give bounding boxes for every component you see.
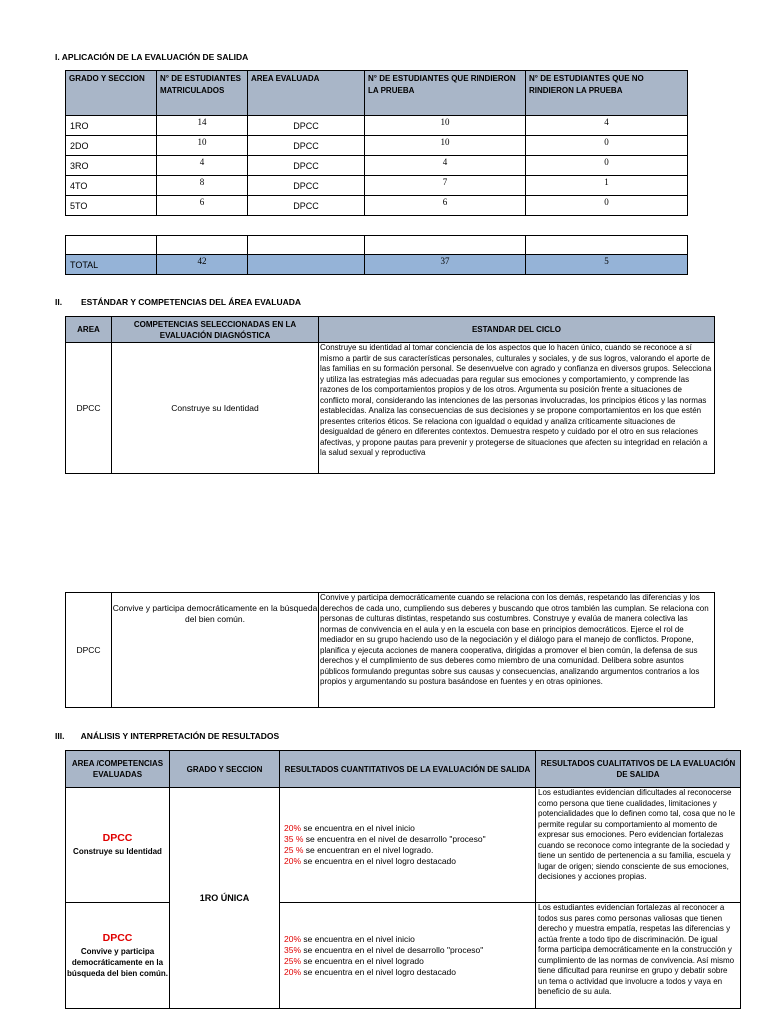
- resultado-line: [284, 967, 531, 978]
- cell-grado: 3RO: [66, 156, 157, 176]
- resultado-line: [284, 945, 531, 956]
- header-grado: GRADO Y SECCION: [66, 71, 157, 116]
- header-area: AREA EVALUADA: [248, 71, 365, 116]
- resultado-text: se encuentra en el nivel logrado: [301, 955, 424, 966]
- resultado-line: [284, 934, 531, 945]
- table-row: [66, 116, 688, 136]
- cell-area: DPCC: [248, 156, 365, 176]
- cell-cualitativo: Los estudiantes evidencian dificultades al reconocerse como persona que tiene cualidades, limitaciones y potencialidades que lo definen como tal, cosa que no le permite regular su comportamiento al momento de expresar sus emociones. Pero evidencian fortalezas cuando se reconoce como integrante de la sociedad y tiene un sentido de pertenencia a su familia, escuela y lugar de origen; siendo consciente de sus emociones, decisiones y acciones propias.: [536, 788, 741, 903]
- resultados-header-row: [66, 751, 741, 788]
- cell-rindieron: 6: [365, 196, 526, 216]
- header-grado: GRADO Y SECCION: [170, 751, 280, 788]
- cell-competencia: Construye su Identidad: [112, 343, 319, 474]
- aplicacion-table: [65, 70, 688, 216]
- blank-cell: [526, 236, 688, 255]
- table-row: [66, 196, 688, 216]
- pct-value: 35%: [284, 944, 302, 955]
- table-row: [66, 136, 688, 156]
- blank-cell: [157, 236, 248, 255]
- resultado-text: se encuentra en el nivel logro destacado: [301, 856, 457, 866]
- table-row: [66, 343, 715, 474]
- blank-cell: [248, 236, 365, 255]
- section-3-title: III. ANÁLISIS Y INTERPRETACIÓN DE RESULTADOS: [55, 731, 280, 741]
- blank-cell: [66, 236, 157, 255]
- header-matriculados: N° DE ESTUDIANTES MATRICULADOS: [157, 71, 248, 116]
- header-cuantitativos: RESULTADOS CUANTITATIVOS DE LA EVALUACIÓN DE SALIDA: [280, 751, 536, 788]
- cell-cualitativo: Los estudiantes evidencian fortalezas al reconocer a todos sus pares como personas valiosas que tienen derecho y muestra empatía, respetas las diferencias y actúa frente a todo tipo de discriminación. De igual forma participa democráticamente en la construcción y cumplimiento de las normas de convivencia. Así mismo tiene dificultad para reunirse en grupo y debatir sobre un tema o actividad que involucre a todos y vaya en beneficio de su aula.: [536, 903, 741, 1009]
- total-no-rindieron: 5: [526, 255, 688, 275]
- resultado-text: se encuentra en el nivel inicio: [301, 933, 415, 944]
- pct-value: 20%: [284, 856, 302, 866]
- cell-grado: 2DO: [66, 136, 157, 156]
- cell-area: DPCC: [66, 343, 112, 474]
- blank-cell: [365, 236, 526, 255]
- cell-area: DPCC: [248, 136, 365, 156]
- aplicacion-header-row: [66, 71, 688, 116]
- pct-value: 20%: [284, 933, 302, 944]
- total-row: [66, 255, 688, 275]
- cell-competencia: Convive y participa democráticamente en la búsqueda del bien común.: [112, 593, 319, 708]
- pct-value: 25%: [284, 955, 302, 966]
- area-label: DPCC: [102, 832, 133, 844]
- header-area-competencias: AREA /COMPETENCIAS EVALUADAS: [66, 751, 170, 788]
- table-row: [66, 593, 715, 708]
- cell-grado: 5TO: [66, 196, 157, 216]
- cell-rindieron: 4: [365, 156, 526, 176]
- cell-no-rindieron: 4: [526, 116, 688, 136]
- header-no-rindieron: N° DE ESTUDIANTES QUE NO RINDIERON LA PRUEBA: [526, 71, 688, 116]
- competencia-label: Construye su Identidad: [73, 847, 162, 856]
- resultado-line: [284, 856, 531, 867]
- resultado-text: se encuentran en el nivel logrado.: [303, 845, 434, 855]
- total-table: [65, 235, 688, 275]
- cell-grado: 1RO ÚNICA: [170, 788, 280, 1009]
- cell-no-rindieron: 0: [526, 156, 688, 176]
- competencia-label: Convive y participa democráticamente en la búsqueda del bien común.: [67, 946, 168, 978]
- resultados-table: [65, 750, 741, 1009]
- cell-cuantitativo: [280, 788, 536, 903]
- cell-estandar: Convive y participa democráticamente cuando se relaciona con los demás, respetando las diferencias y los derechos de cada uno, cumpliendo sus deberes y buscando que otros también las cumplan. Se relaciona con personas de culturas distintas, respetando sus costumbres. Construye y evalúa de manera colectiva las normas de convivencia en el aula y en la escuela con base en principios democráticos. Ejerce el rol de mediador en su grupo haciendo uso de la negociación y el diálogo para el manejo de conflictos. Propone, planifica y ejecuta acciones de manera cooperativa, dirigidas a promover el bien común, la defensa de sus derechos y el cumplimiento de sus deberes como miembro de una comunidad. Delibera sobre asuntos públicos formulando preguntas sobre sus causas y consecuencias, analizando argumentos contrarios a los propios y argumentando su postura basándose en fuentes y en otras opiniones.: [319, 593, 715, 708]
- cell-rindieron: 7: [365, 176, 526, 196]
- table-row: [66, 176, 688, 196]
- area-label: DPCC: [102, 931, 133, 944]
- cell-area: DPCC: [248, 116, 365, 136]
- estandar-table-2: [65, 592, 715, 708]
- total-area-empty: [248, 255, 365, 275]
- header-rindieron: N° DE ESTUDIANTES QUE RINDIERON LA PRUEBA: [365, 71, 526, 116]
- resultado-text: se encuentra en el nivel de desarrollo "proceso": [303, 834, 486, 844]
- pct-value: 20%: [284, 966, 302, 977]
- resultado-line: [284, 834, 531, 845]
- table-row: [66, 156, 688, 176]
- cell-area: DPCC: [248, 176, 365, 196]
- cell-no-rindieron: 0: [526, 136, 688, 156]
- header-area: AREA: [66, 317, 112, 343]
- cell-estandar: Construye su identidad al tomar conciencia de los aspectos que lo hacen único, cuando se reconoce a sí mismo a partir de sus características personales, culturales y sociales, y de sus logros, valorando el aporte de las familias en su formación personal. Se desenvuelve con agrado y confianza en diversos grupos. Selecciona y utiliza las estrategias más adecuadas para regular sus emociones y comportamiento, y comprende las razones de los comportamientos propios y de los otros. Argumenta su posición frente a situaciones de conflicto moral, considerando las intenciones de las personas involucradas, los principios éticos y las normas establecidas. Analiza las consecuencias de sus decisiones y se propone comportamientos en los que estén presentes criterios éticos. Se relaciona con igualdad o equidad y analiza críticamente situaciones de desigualdad de género en diferentes contextos. Demuestra respeto y cuidado por el otro en sus relaciones afectivas, y propone pautas para prevenir y protegerse de situaciones que afecten su integridad en relación a la salud sexual y reproductiva: [319, 343, 715, 474]
- cell-area: DPCC: [248, 196, 365, 216]
- cell-grado: 4TO: [66, 176, 157, 196]
- pct-value: 35 %: [284, 834, 304, 844]
- cell-no-rindieron: 0: [526, 196, 688, 216]
- cell-area-competencia: [66, 788, 170, 903]
- resultado-line: [284, 823, 531, 834]
- estandar-header-row: [66, 317, 715, 343]
- cell-rindieron: 10: [365, 136, 526, 156]
- cell-matriculados: 10: [157, 136, 248, 156]
- cell-matriculados: 6: [157, 196, 248, 216]
- cell-grado: 1RO: [66, 116, 157, 136]
- total-matriculados: 42: [157, 255, 248, 275]
- table-row: [66, 903, 741, 1009]
- cell-area: DPCC: [66, 593, 112, 708]
- table-row: [66, 788, 741, 903]
- cell-area-competencia: [66, 903, 170, 1009]
- resultado-line: [284, 845, 531, 856]
- resultado-text: se encuentra en el nivel de desarrollo "proceso": [301, 944, 484, 955]
- resultado-text: se encuentra en el nivel logro destacado: [301, 966, 457, 977]
- total-rindieron: 37: [365, 255, 526, 275]
- blank-row: [66, 236, 688, 255]
- cell-cuantitativo: [280, 903, 536, 1009]
- section-1-title: I. APLICACIÓN DE LA EVALUACIÓN DE SALIDA: [55, 52, 249, 62]
- cell-matriculados: 8: [157, 176, 248, 196]
- resultado-line: [284, 956, 531, 967]
- cell-matriculados: 4: [157, 156, 248, 176]
- total-label: TOTAL: [66, 255, 157, 275]
- cell-no-rindieron: 1: [526, 176, 688, 196]
- cell-matriculados: 14: [157, 116, 248, 136]
- header-competencias: COMPETENCIAS SELECCIONADAS EN LA EVALUACIÓN DIAGNÓSTICA: [112, 317, 319, 343]
- header-cualitativos: RESULTADOS CUALITATIVOS DE LA EVALUACIÓN DE SALIDA: [536, 751, 741, 788]
- estandar-table: [65, 316, 715, 474]
- pct-value: 20%: [284, 823, 302, 833]
- section-2-title: II. ESTÁNDAR Y COMPETENCIAS DEL ÁREA EVALUADA: [55, 297, 302, 307]
- resultado-text: se encuentra en el nivel inicio: [301, 823, 415, 833]
- cell-rindieron: 10: [365, 116, 526, 136]
- header-estandar: ESTANDAR DEL CICLO: [319, 317, 715, 343]
- pct-value: 25 %: [284, 845, 304, 855]
